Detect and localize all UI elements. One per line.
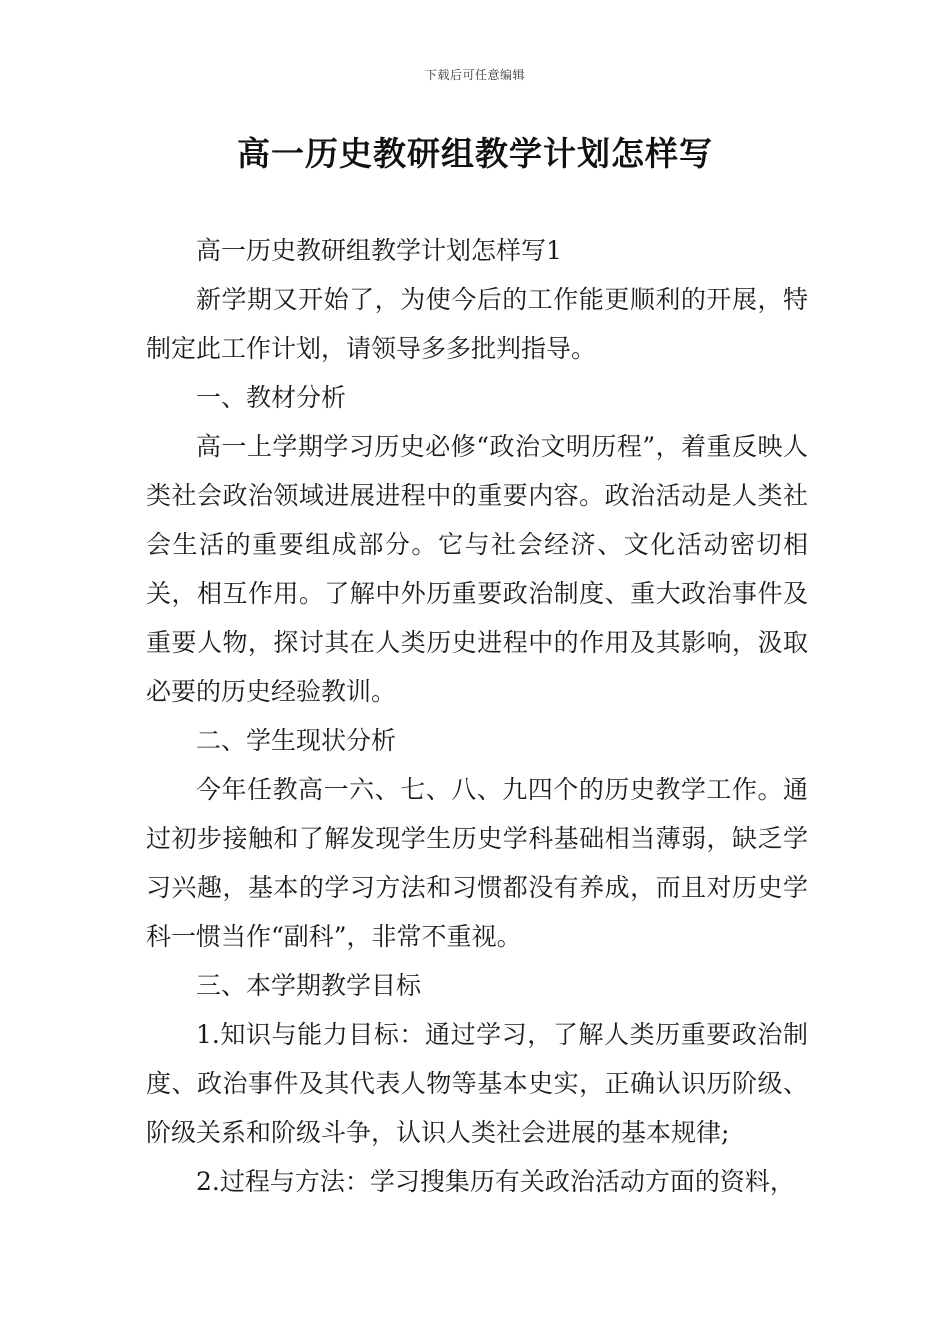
paragraph-subtitle: 高一历史教研组教学计划怎样写1: [196, 236, 562, 265]
section-heading-student-analysis: 二、学生现状分析: [196, 726, 397, 755]
paragraph-student-analysis: 今年任教高一六、七、八、九四个的历史教学工作。通过初步接触和了解发现学生历史学科基础相当薄弱，缺乏学习兴趣，基本的学习方法和习惯都没有养成，而且对历史学科一惯当作“副科”，非常不重视。: [146, 775, 808, 951]
paragraph-intro: 新学期又开始了，为使今后的工作能更顺利的开展，特制定此工作计划，请领导多多批判指导。: [146, 285, 808, 363]
header-note: 下载后可任意编辑: [424, 68, 525, 82]
section-heading-textbook-analysis: 一、教材分析: [196, 383, 347, 412]
paragraph-textbook-analysis: 高一上学期学习历史必修“政治文明历程”，着重反映人类社会政治领域进展进程中的重要内容。政治活动是人类社会生活的重要组成部分。它与社会经济、文化活动密切相关，相互作用。了解中外历重要政治制度、重大政治事件及重要人物，探讨其在人类历史进程中的作用及其影响，汲取必要的历史经验教训。: [146, 432, 808, 706]
section-heading-teaching-goals: 三、本学期教学目标: [196, 971, 422, 1000]
document-body: [146, 226, 808, 1206]
document-title: 高一历史教研组教学计划怎样写: [237, 134, 713, 173]
paragraph-goal-process: 2.过程与方法：学习搜集历有关政治活动方面的资料，: [196, 1167, 795, 1196]
paragraph-goal-knowledge: 1.知识与能力目标：通过学习，了解人类历重要政治制度、政治事件及其代表人物等基本史实，正确认识历阶级、阶级关系和阶级斗争，认识人类社会进展的基本规律;: [146, 1020, 808, 1147]
